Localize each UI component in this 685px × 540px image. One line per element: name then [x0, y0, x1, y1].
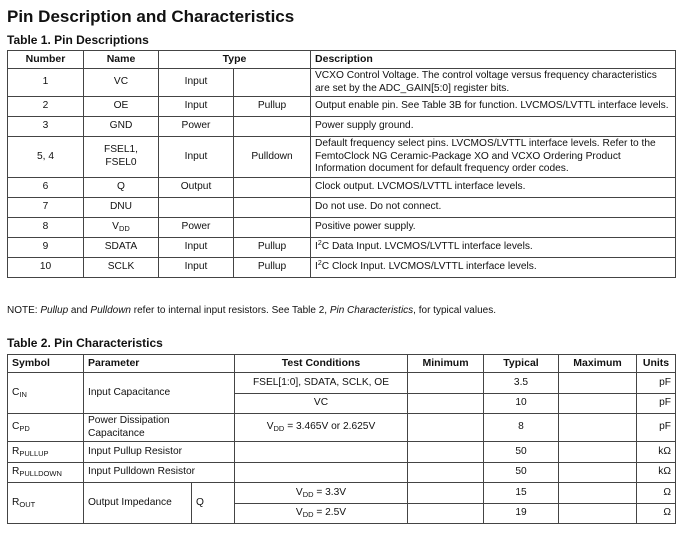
- pin-name: FSEL1, FSEL0: [84, 137, 159, 178]
- header-typical: Typical: [484, 355, 559, 373]
- table-row: [8, 414, 676, 442]
- table-cell: $R_{PULLUP}$: [8, 442, 84, 463]
- pin-name: OE: [84, 97, 159, 117]
- table-cell: $R_{PULLDOWN}$: [8, 462, 84, 483]
- table-cell: [408, 442, 484, 463]
- pin-type: Power: [159, 217, 234, 237]
- table1-caption: Table 1. Pin Descriptions: [7, 33, 149, 47]
- header-number: Number: [8, 51, 84, 69]
- table-cell: FSEL[1:0], SDATA, SCLK, OE: [235, 373, 408, 394]
- table-cell: 8: [484, 414, 559, 442]
- pin-resistor: Pullup: [234, 237, 311, 257]
- table-note: NOTE: Pullup and Pulldown refer to internal input resistors. See Table 2, Pin Characteristics, for typical values.: [7, 305, 496, 316]
- pin-description: Do not use. Do not connect.: [311, 197, 676, 217]
- table-row: [8, 177, 676, 197]
- table-cell: pF: [637, 414, 676, 442]
- table-cell: [559, 462, 637, 483]
- header-symbol: Symbol: [8, 355, 84, 373]
- table-row: [8, 462, 676, 483]
- pin-resistor: Pulldown: [234, 137, 311, 178]
- table-cell: Input Capacitance: [84, 373, 235, 414]
- table-cell: 50: [484, 462, 559, 483]
- pin-resistor: Pullup: [234, 257, 311, 277]
- pin-type: Input: [159, 97, 234, 117]
- table-cell: Ω: [637, 483, 676, 504]
- header-description: Description: [311, 51, 676, 69]
- pin-type: Input: [159, 69, 234, 97]
- pin-type: Input: [159, 137, 234, 178]
- table-row: [8, 197, 676, 217]
- header-parameter: Parameter: [84, 355, 235, 373]
- header-type: Type: [159, 51, 311, 69]
- pin-number: 8: [8, 217, 84, 237]
- pin-name: GND: [84, 117, 159, 137]
- pin-type: Input: [159, 257, 234, 277]
- pin-type: Output: [159, 177, 234, 197]
- table2-caption: Table 2. Pin Characteristics: [7, 336, 163, 350]
- pin-number: 5, 4: [8, 137, 84, 178]
- table-header-row: [8, 355, 676, 373]
- table-cell: [559, 442, 637, 463]
- table-row: [8, 69, 676, 97]
- pin-description: $I^2C$ Data Input. LVCMOS/LVTTL interface levels.: [311, 237, 676, 257]
- pin-number: 1: [8, 69, 84, 97]
- section-title: Pin Description and Characteristics: [7, 7, 295, 26]
- header-units: Units: [637, 355, 676, 373]
- pin-name: VC: [84, 69, 159, 97]
- header-test-conditions: Test Conditions: [235, 355, 408, 373]
- table-cell: 19: [484, 503, 559, 524]
- table-cell: [408, 373, 484, 394]
- table-cell: [559, 483, 637, 504]
- table-cell: [559, 414, 637, 442]
- pin-number: 3: [8, 117, 84, 137]
- header-maximum: Maximum: [559, 355, 637, 373]
- pin-name: $V_{DD}$: [84, 217, 159, 237]
- pin-number: 10: [8, 257, 84, 277]
- header-name: Name: [84, 51, 159, 69]
- table-cell: 3.5: [484, 373, 559, 394]
- table-row: [8, 483, 676, 504]
- pin-description: Power supply ground.: [311, 117, 676, 137]
- table-cell: $C_{IN}$: [8, 373, 84, 414]
- table-cell: $V_{DD} = 3.465V$ or 2.625V: [235, 414, 408, 442]
- table-cell: [408, 483, 484, 504]
- pin-name: DNU: [84, 197, 159, 217]
- table-cell: 15: [484, 483, 559, 504]
- table-cell: $C_{PD}$: [8, 414, 84, 442]
- table-row: [8, 217, 676, 237]
- table-cell: $R_{OUT}$: [8, 483, 84, 524]
- pin-resistor: [234, 197, 311, 217]
- table-cell: VC: [235, 393, 408, 414]
- table-row: [8, 237, 676, 257]
- pin-description: VCXO Control Voltage. The control voltage versus frequency characteristics are set by the ADC_GAIN[5:0] register bits.: [311, 69, 676, 97]
- table-row: [8, 97, 676, 117]
- pin-resistor: [234, 69, 311, 97]
- table-cell: [235, 442, 408, 463]
- pin-number: 6: [8, 177, 84, 197]
- pin-number: 7: [8, 197, 84, 217]
- table-cell: Input Pullup Resistor: [84, 442, 235, 463]
- pin-name: SCLK: [84, 257, 159, 277]
- pin-characteristics-table: [7, 354, 676, 524]
- pin-description: Clock output. LVCMOS/LVTTL interface levels.: [311, 177, 676, 197]
- table-cell: [408, 393, 484, 414]
- pin-descriptions-table: [7, 50, 676, 278]
- table-cell: [559, 393, 637, 414]
- table-row: [8, 442, 676, 463]
- pin-type: Power: [159, 117, 234, 137]
- table-cell: $V_{DD} = 3.3V$: [235, 483, 408, 504]
- pin-resistor: [234, 217, 311, 237]
- table-cell: Ω: [637, 503, 676, 524]
- pin-name: SDATA: [84, 237, 159, 257]
- table-row: [8, 137, 676, 178]
- table-cell: pF: [637, 393, 676, 414]
- table-row: [8, 257, 676, 277]
- table-cell: kΩ: [637, 442, 676, 463]
- table-row: [8, 373, 676, 394]
- pin-resistor: [234, 117, 311, 137]
- table-cell: Q: [192, 483, 235, 524]
- pin-description: Default frequency select pins. LVCMOS/LVTTL interface levels. Refer to the FemtoClock NG Ceramic-Package XO and VCXO Ordering Product Information document for default frequency order codes.: [311, 137, 676, 178]
- table-cell: 50: [484, 442, 559, 463]
- table-cell: pF: [637, 373, 676, 394]
- table-cell: [559, 503, 637, 524]
- header-minimum: Minimum: [408, 355, 484, 373]
- table-cell: [408, 503, 484, 524]
- table-cell: Output Impedance: [84, 483, 192, 524]
- table-cell: kΩ: [637, 462, 676, 483]
- table-cell: Input Pulldown Resistor: [84, 462, 235, 483]
- table-cell: [408, 414, 484, 442]
- pin-number: 9: [8, 237, 84, 257]
- pin-type: [159, 197, 234, 217]
- pin-resistor: [234, 177, 311, 197]
- pin-resistor: Pullup: [234, 97, 311, 117]
- pin-type: Input: [159, 237, 234, 257]
- table-cell: [408, 462, 484, 483]
- pin-description: $I^2C$ Clock Input. LVCMOS/LVTTL interface levels.: [311, 257, 676, 277]
- table-cell: Power Dissipation Capacitance: [84, 414, 235, 442]
- table-row: [8, 117, 676, 137]
- pin-description: Positive power supply.: [311, 217, 676, 237]
- pin-description: Output enable pin. See Table 3B for function. LVCMOS/LVTTL interface levels.: [311, 97, 676, 117]
- pin-name: Q: [84, 177, 159, 197]
- table-cell: [235, 462, 408, 483]
- table-cell: $V_{DD} = 2.5V$: [235, 503, 408, 524]
- table-cell: 10: [484, 393, 559, 414]
- pin-number: 2: [8, 97, 84, 117]
- table-cell: [559, 373, 637, 394]
- table-header-row: [8, 51, 676, 69]
